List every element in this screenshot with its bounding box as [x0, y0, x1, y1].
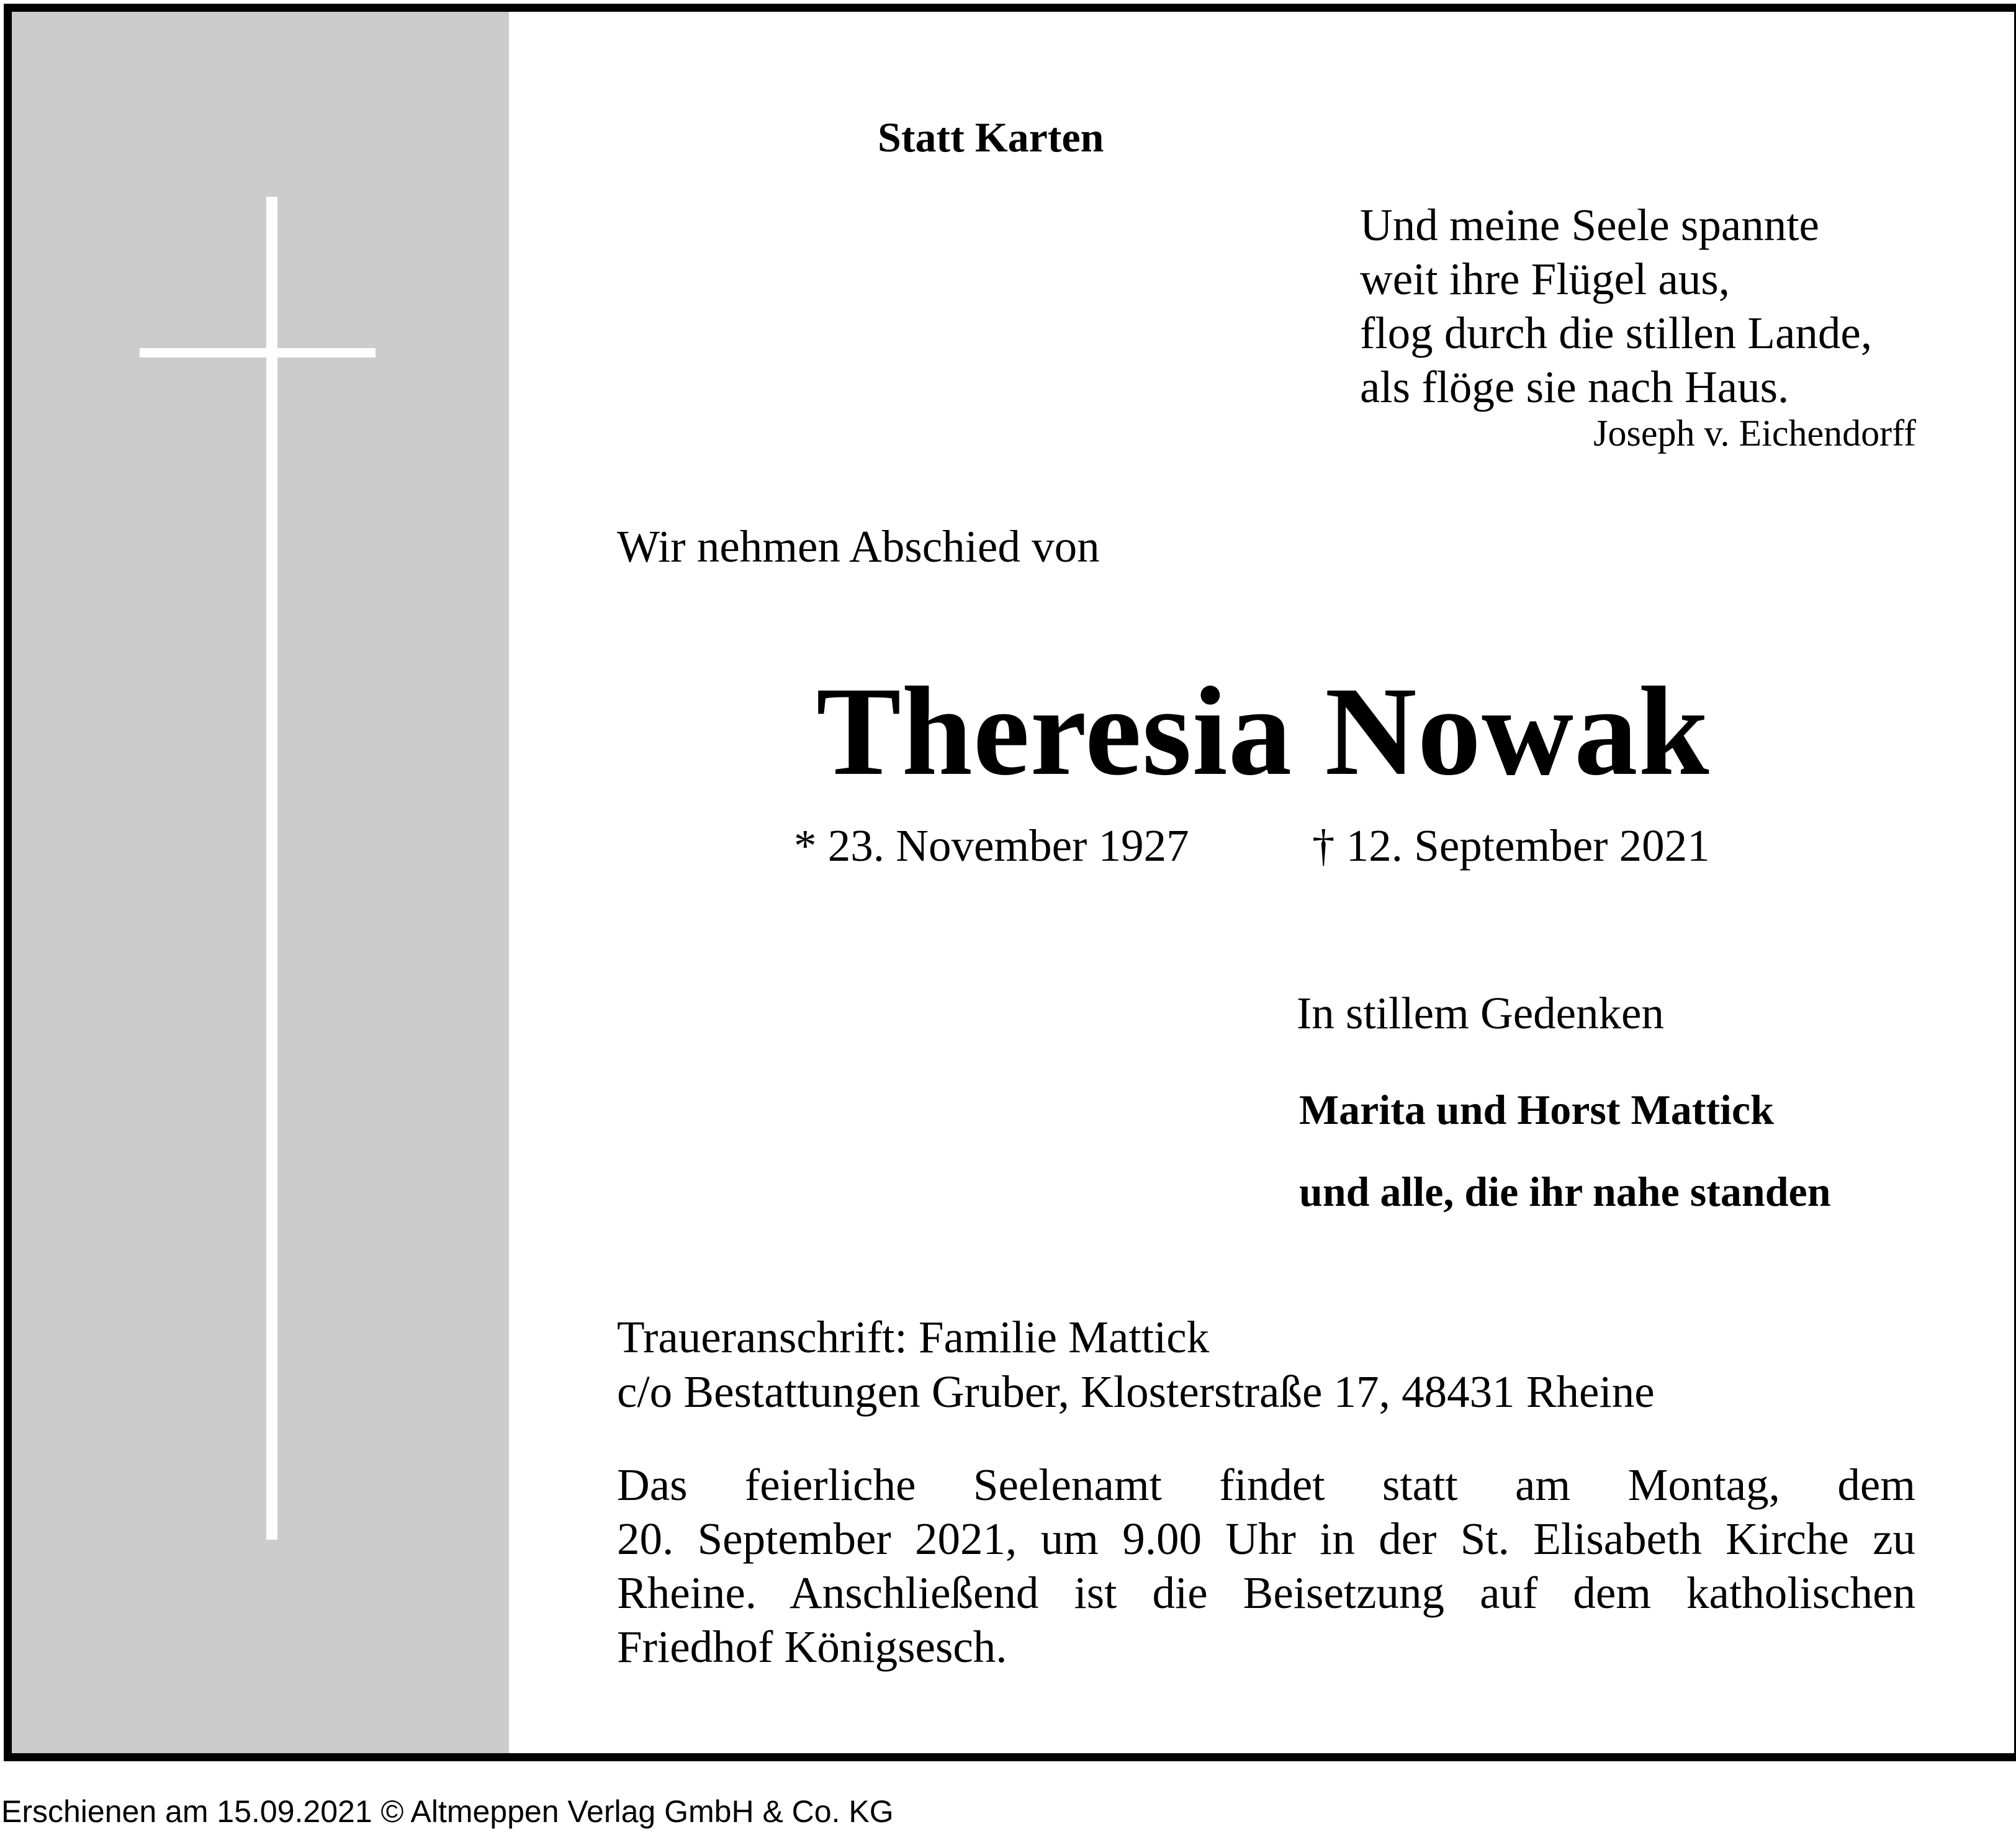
deceased-name: Theresia Nowak: [816, 661, 1710, 802]
poem-line: Und meine Seele spannte: [1360, 200, 1819, 250]
address-line: Traueranschrift: Familie Mattick: [617, 1312, 1210, 1362]
poem-line: als flöge sie nach Haus.: [1360, 362, 1789, 412]
poem-author: Joseph v. Eichendorff: [1593, 413, 1916, 454]
poem-line: flog durch die stillen Lande,: [1360, 308, 1873, 358]
intro-text: Wir nehmen Abschied von: [617, 521, 1100, 572]
service-line: Friedhof Königsesch.: [617, 1622, 1007, 1672]
poem-line: weit ihre Flügel aus,: [1360, 254, 1730, 304]
poem: [1360, 198, 1872, 414]
mourners: Marita und Horst Mattick: [1299, 1086, 1774, 1133]
obituary-notice: [4, 4, 2016, 1761]
publication-footer: Erschienen am 15.09.2021 © Altmeppen Verlag GmbH & Co. KG: [1, 1794, 894, 1829]
cross-icon-bar: [140, 348, 376, 357]
service-line: 20. September 2021, um 9.00 Uhr in der St. Elisabeth Kirche zu: [617, 1514, 1915, 1564]
service-info: [617, 1458, 1915, 1674]
service-line: Das feierliche Seelenamt findet statt am Montag, dem: [617, 1460, 1915, 1510]
address-line: c/o Bestattungen Gruber, Klosterstraße 17, 48431 Rheine: [617, 1367, 1655, 1417]
service-line: Rheine. Anschließend ist die Beisetzung auf dem katholischen: [617, 1568, 1915, 1618]
death-date: † 12. September 2021: [1312, 820, 1710, 871]
side-panel: [12, 12, 509, 1753]
cross-icon: [266, 197, 277, 1540]
mourning-address: [617, 1310, 1655, 1419]
memory-line: In stillem Gedenken: [1297, 988, 1664, 1038]
others-line: und alle, die ihr nahe standen: [1299, 1168, 1831, 1215]
birth-date: * 23. November 1927: [794, 820, 1189, 871]
heading: Statt Karten: [878, 114, 1104, 161]
